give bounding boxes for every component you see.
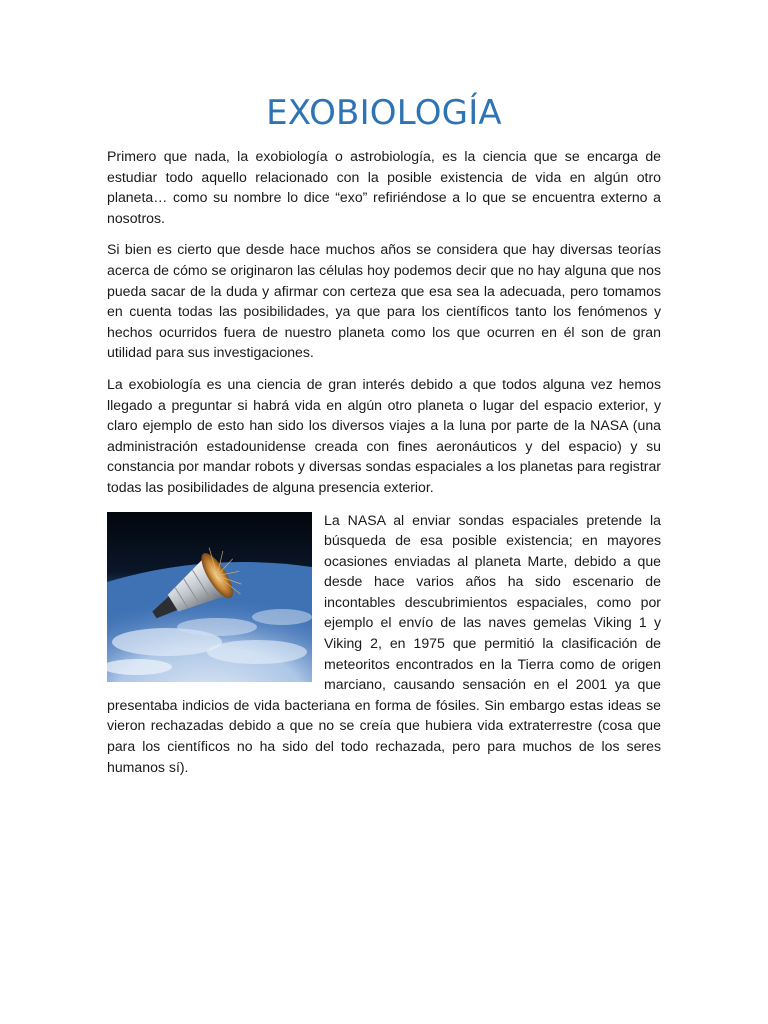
document-page <box>107 0 661 777</box>
paragraph-intro: Primero que nada, la exobiología o astrobiología, es la ciencia que se encarga de estudiar todo aquello relacionado con la posible existencia de vida en algún otro planeta… como su nombre lo dice “exo” refiriéndose a lo que se encuentra externo a nosotros. <box>107 148 661 226</box>
spacecraft-over-earth-image <box>107 512 312 682</box>
paragraph-nasa: La NASA al enviar sondas espaciales pretende la búsqueda de esa posible existencia; en mayores ocasiones enviadas al planeta Marte, debido a que desde hace varios años ha sido escenario de incontables descubrimientos espaciales, como por ejemplo el envío de las naves gemelas Viking 1 y Viking 2, en 1975 que permitió la clasificación de meteoritos encontrados en la Tierra como de origen marciano, causando sensación en el 2001 ya que presentaba indicios de vida bacteriana en forma de fósiles. Sin embargo estas ideas se vieron rechazadas debido a que no se creía que hubiera vida extraterrestre (cosa que para los científicos no ha sido del todo rechazada, pero para muchos de los seres humanos sí). <box>107 511 661 775</box>
paragraph-theories: Si bien es cierto que desde hace muchos años se considera que hay diversas teorías acerca de cómo se originaron las células hoy podemos decir que no hay alguna que nos pueda sacar de la duda y afirmar con certeza que esa sea la adecuada, pero tomamos en cuenta todas las posibilidades, ya que para los científicos tanto los fenómenos y hechos ocurridos fuera de nuestro planeta como los que ocurren en él son de gran utilidad para sus investigaciones. <box>107 241 661 361</box>
paragraph-interest: La exobiología es una ciencia de gran interés debido a que todos alguna vez hemos llegado a preguntar si habrá vida en algún otro planeta o lugar del espacio exterior, y claro ejemplo de esto han sido los diversos viajes a la luna por parte de la NASA (una administración estadounidense creada con fines aeronáuticos y del espacio) y su constancia por mandar robots y diversas sondas espaciales a los planetas para registrar todas las posibilidades de alguna presencia exterior. <box>107 375 661 495</box>
spacecraft-photo <box>107 512 312 682</box>
paragraph-nasa-block <box>107 510 661 778</box>
document-title: EXOBIOLOGÍA <box>266 93 502 133</box>
